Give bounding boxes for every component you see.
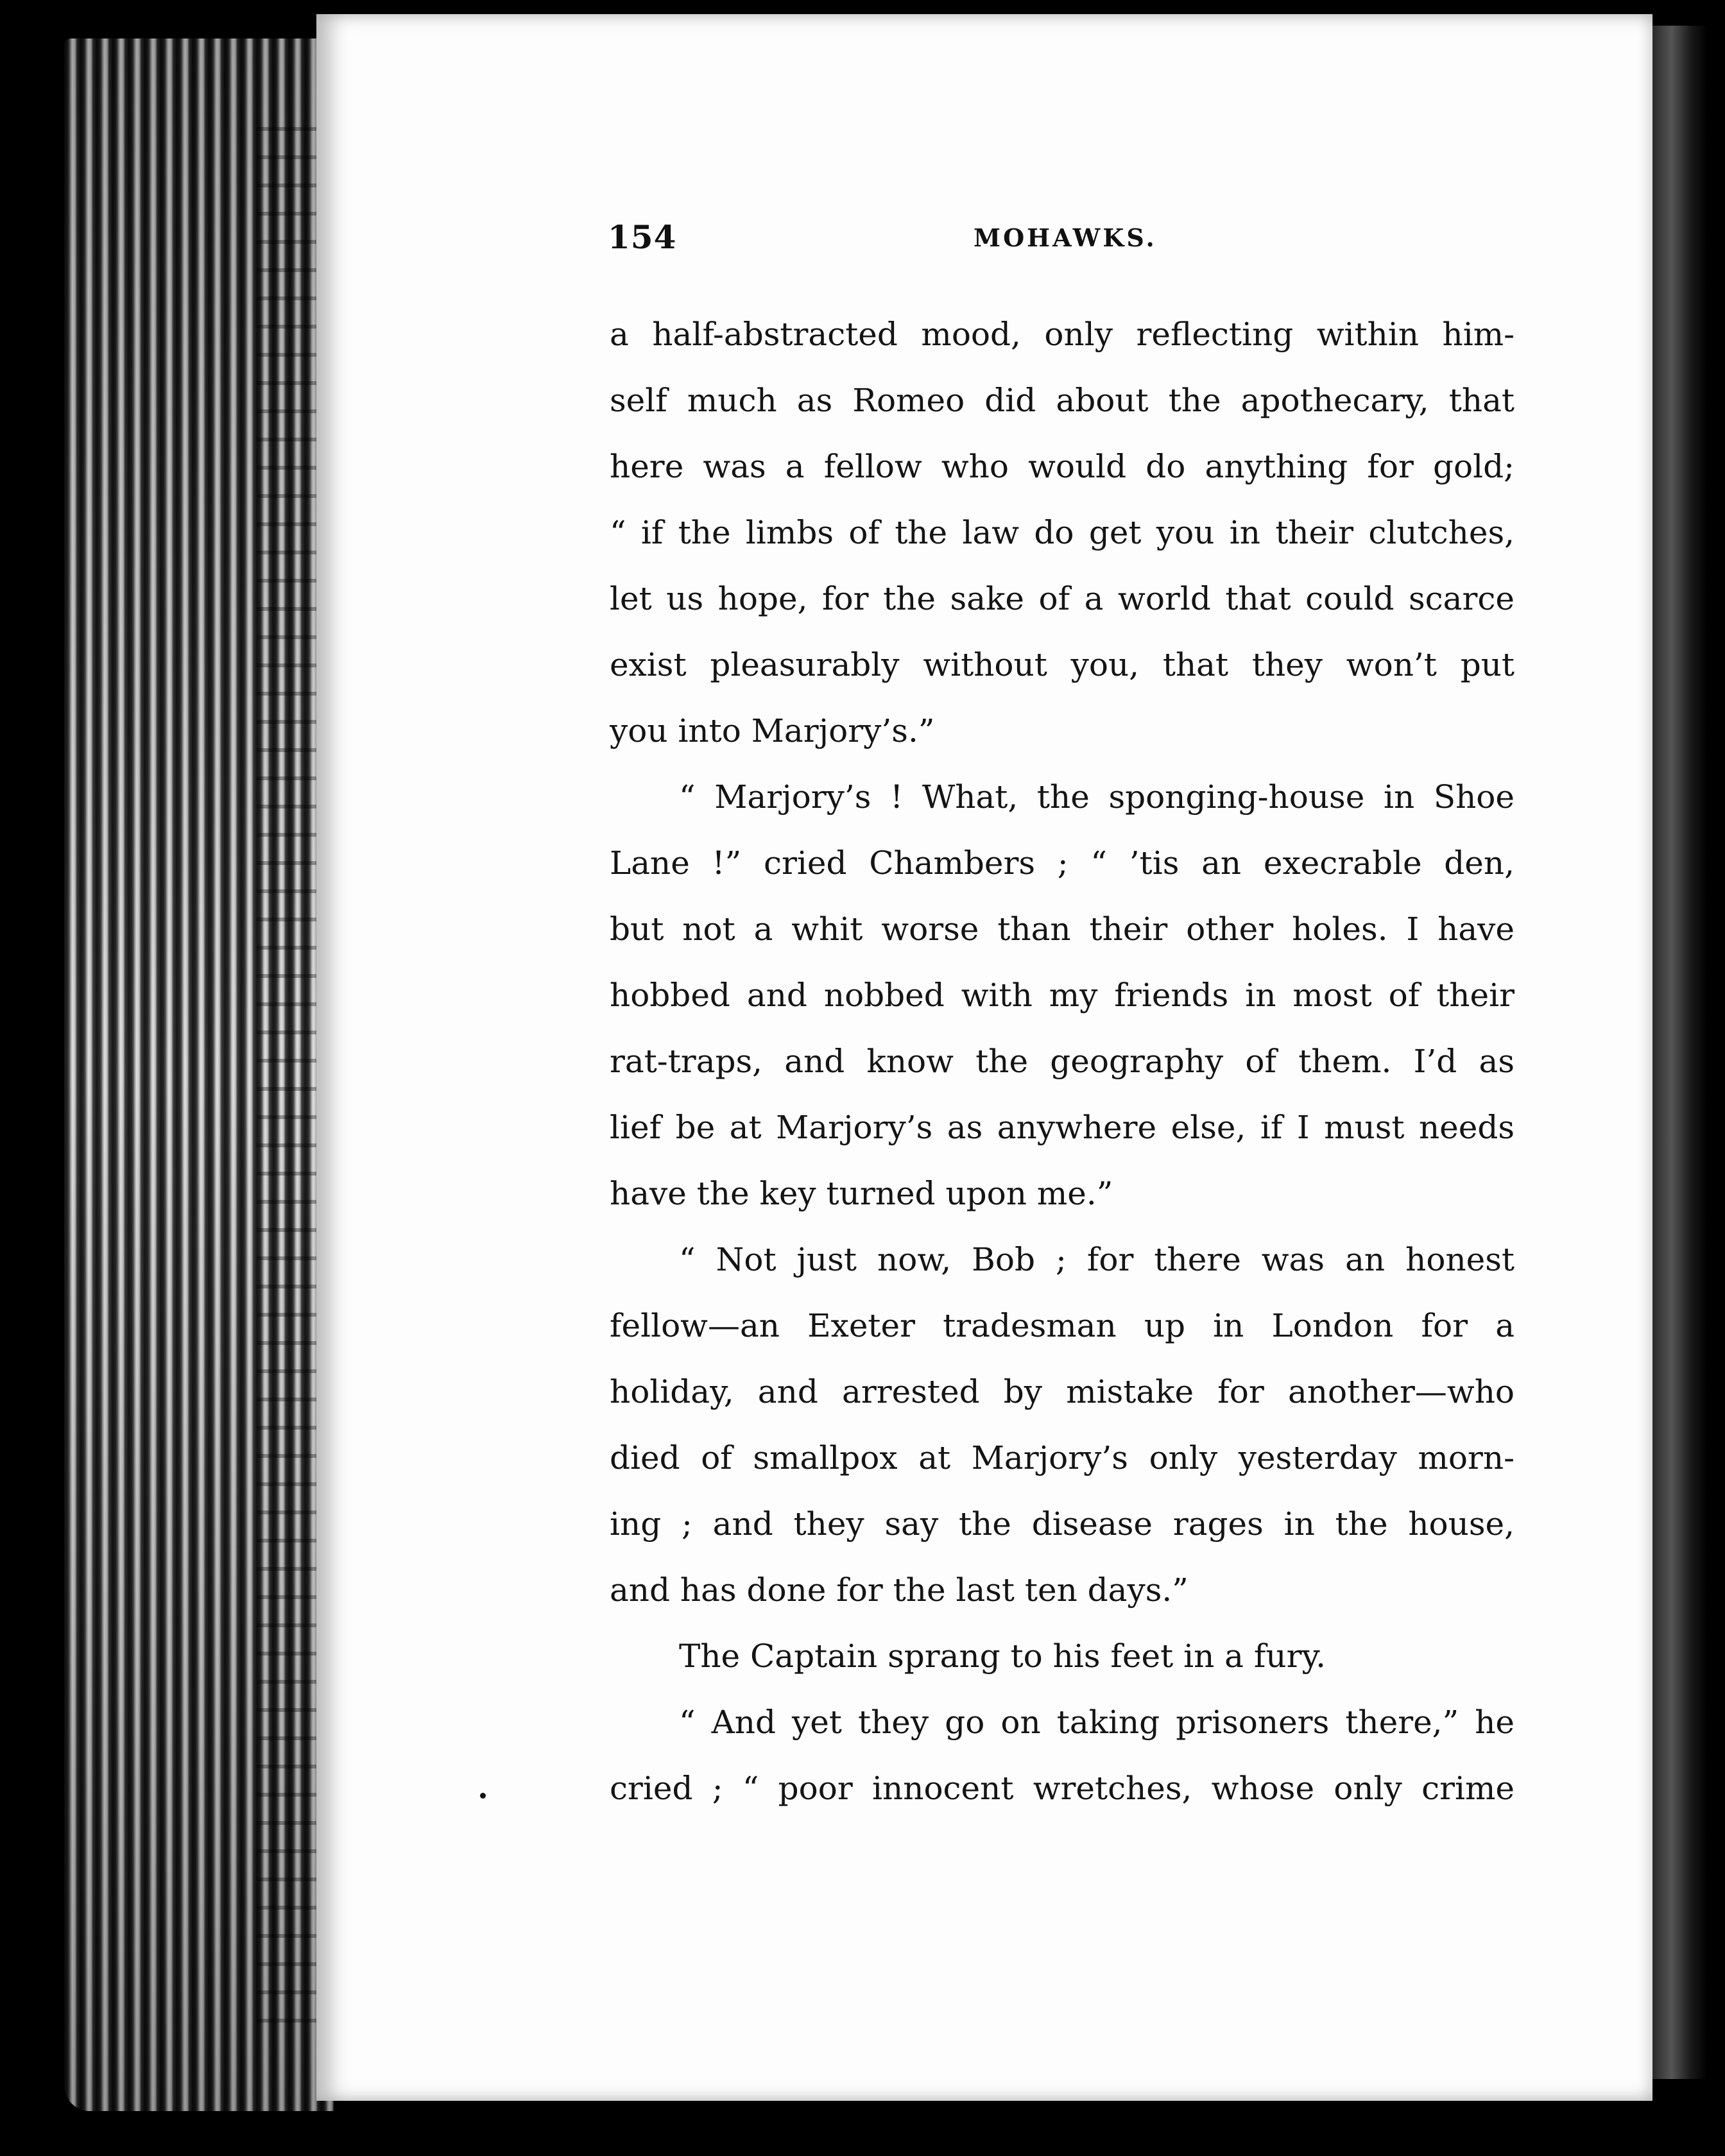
margin-dot: [480, 1793, 486, 1799]
text-line: “ Marjory’s ! What, the sponging-house in Shoe: [679, 778, 1515, 816]
text-line: exist pleasurably without you, that they won’t put: [610, 646, 1515, 683]
text-line: cried ; “ poor innocent wretches, whose only crime: [610, 1770, 1515, 1807]
text-line: “ Not just now, Bob ; for there was an honest: [679, 1241, 1515, 1278]
text-line: have the key turned upon me.”: [610, 1175, 1113, 1212]
text-line: let us hope, for the sake of a world that could scarce: [610, 580, 1515, 617]
text-line: ing ; and they say the disease rages in the house,: [610, 1505, 1515, 1543]
text-line: fellow—an Exeter tradesman up in London for a: [610, 1307, 1515, 1344]
text-line: “ And yet they go on taking prisoners there,” he: [679, 1704, 1515, 1741]
text-line: here was a fellow who would do anything for gold;: [610, 448, 1515, 485]
running-head: [608, 218, 1185, 257]
text-line: a half-abstracted mood, only reflecting within him-: [610, 316, 1515, 353]
text-line: lief be at Marjory’s as anywhere else, if I must needs: [610, 1109, 1515, 1146]
running-title: MOHAWKS.: [974, 223, 1157, 252]
text-line: “ if the limbs of the law do get you in their clutches,: [610, 514, 1515, 551]
book-right-edge: [1652, 26, 1707, 2079]
text-line: you into Marjory’s.”: [610, 712, 935, 749]
body-text: [610, 302, 1515, 1822]
text-line: and has done for the last ten days.”: [610, 1571, 1189, 1609]
text-line: Lane !” cried Chambers ; “ ’tis an execrable den,: [610, 844, 1515, 882]
text-line: rat-traps, and know the geography of them. I’d as: [610, 1043, 1515, 1080]
text-line: died of smallpox at Marjory’s only yesterday morn-: [610, 1439, 1515, 1476]
text-line: but not a whit worse than their other holes. I have: [610, 911, 1515, 948]
text-line: hobbed and nobbed with my friends in most of their: [610, 977, 1515, 1014]
text-line: self much as Romeo did about the apothecary, that: [610, 382, 1515, 419]
page-number: 154: [608, 218, 677, 256]
text-line: The Captain sprang to his feet in a fury.: [679, 1638, 1326, 1675]
text-line: holiday, and arrested by mistake for another—who: [610, 1373, 1515, 1410]
